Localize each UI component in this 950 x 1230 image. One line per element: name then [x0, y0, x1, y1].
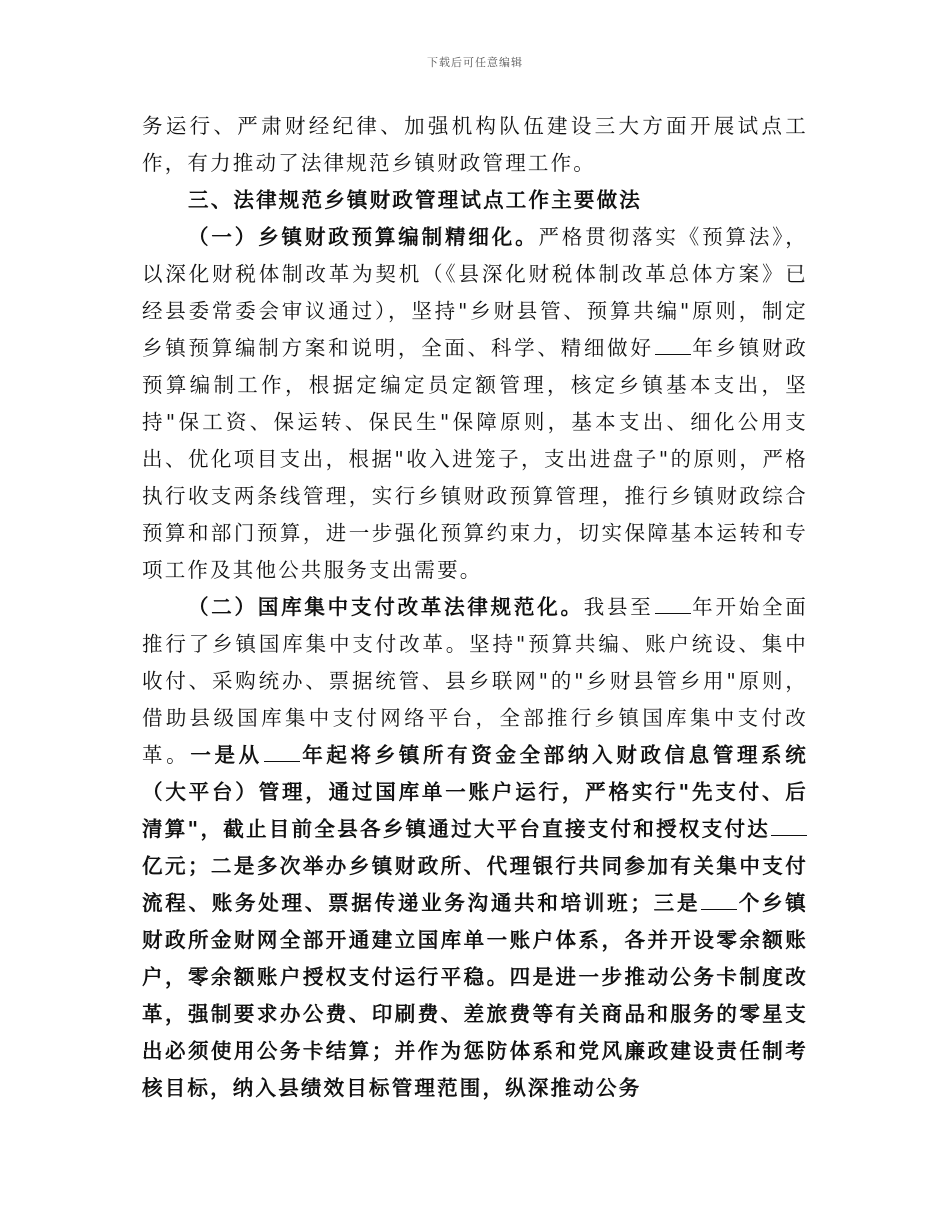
blank-count-underline — [701, 889, 737, 910]
subsection-2-bold-a: 一是从 — [190, 743, 263, 767]
document-body — [142, 108, 808, 1107]
subsection-2-bold-c: 亿元；二是多次举办乡镇财政所、代理银行共同参加有关集中支付流程、账务处理、票据传递业务沟通共和培训班；三是 — [142, 854, 808, 915]
section-heading-3: 三、法律规范乡镇财政管理试点工作主要做法 — [188, 188, 642, 212]
paragraph-continuation: 务运行、严肃财经纪律、加强机构队伍建设三大方面开展试点工作，有力推动了法律规范乡镇财政管理工作。 — [142, 114, 808, 175]
blank-year-underline — [655, 334, 691, 355]
blank-amount-underline — [771, 815, 807, 836]
subsection-2-title: （二）国库集中支付改革法律规范化。 — [188, 595, 584, 619]
subsection-2-bold-d: 个乡镇财政所金财网全部开通建立国库单一账户体系，各并开设零余额账户，零余额账户授权支付运行平稳。四是进一步推动公务卡制度改革，强制要求办公费、印刷费、差旅费等有关商品和服务的零星支出必须使用公务卡结算；并作为惩防体系和党风廉政建设责任制考核目标，纳入县绩效目标管理范围，纵深推动公务 — [142, 891, 808, 1100]
subsection-1-title: （一）乡镇财政预算编制精细化。 — [188, 225, 539, 249]
subsection-1-body-b: 年乡镇财政预算编制工作，根据定编定员定额管理，核定乡镇基本支出，坚持"保工资、保运转、保民生"保障原则，基本支出、细化公用支出、优化项目支出，根据"收入进笼子，支出进盘子"的原则，严格执行收支两条线管理，实行乡镇财政预算管理，推行乡镇财政综合预算和部门预算，进一步强化预算约束力，切实保障基本运转和专项工作及其他公共服务支出需要。 — [142, 336, 808, 582]
subsection-2-body-b: 年开始全面推行了乡镇国库集中支付改革。坚持"预算共编、账户统设、集中收付、采购统办、票据统管、县乡联网"的"乡财县管乡用"原则，借助县级国库集中支付网络平台，全部推行乡镇国库集中支付改革。 — [142, 595, 808, 767]
subsection-2-paragraph — [142, 589, 808, 1107]
subsection-1-paragraph — [142, 219, 808, 589]
subsection-2-bold-b: 年起将乡镇所有资金全部纳入财政信息管理系统（大平台）管理，通过国库单一账户运行，严格实行"先支付、后清算"，截止目前全县各乡镇通过大平台直接支付和授权支付达 — [142, 743, 808, 841]
page-header: 下载后可任意编辑 — [427, 56, 523, 69]
blank-year-underline — [655, 593, 691, 614]
subsection-1-body-a: 严格贯彻落实《预算法》，以深化财税体制改革为契机（《县深化财税体制改革总体方案》已经县委常委会审议通过），坚持"乡财县管、预算共编"原则，制定乡镇预算编制方案和说明，全面、科学、精细做好 — [142, 225, 809, 360]
subsection-2-body-a: 我县至 — [583, 595, 654, 619]
blank-year-underline — [264, 741, 300, 762]
